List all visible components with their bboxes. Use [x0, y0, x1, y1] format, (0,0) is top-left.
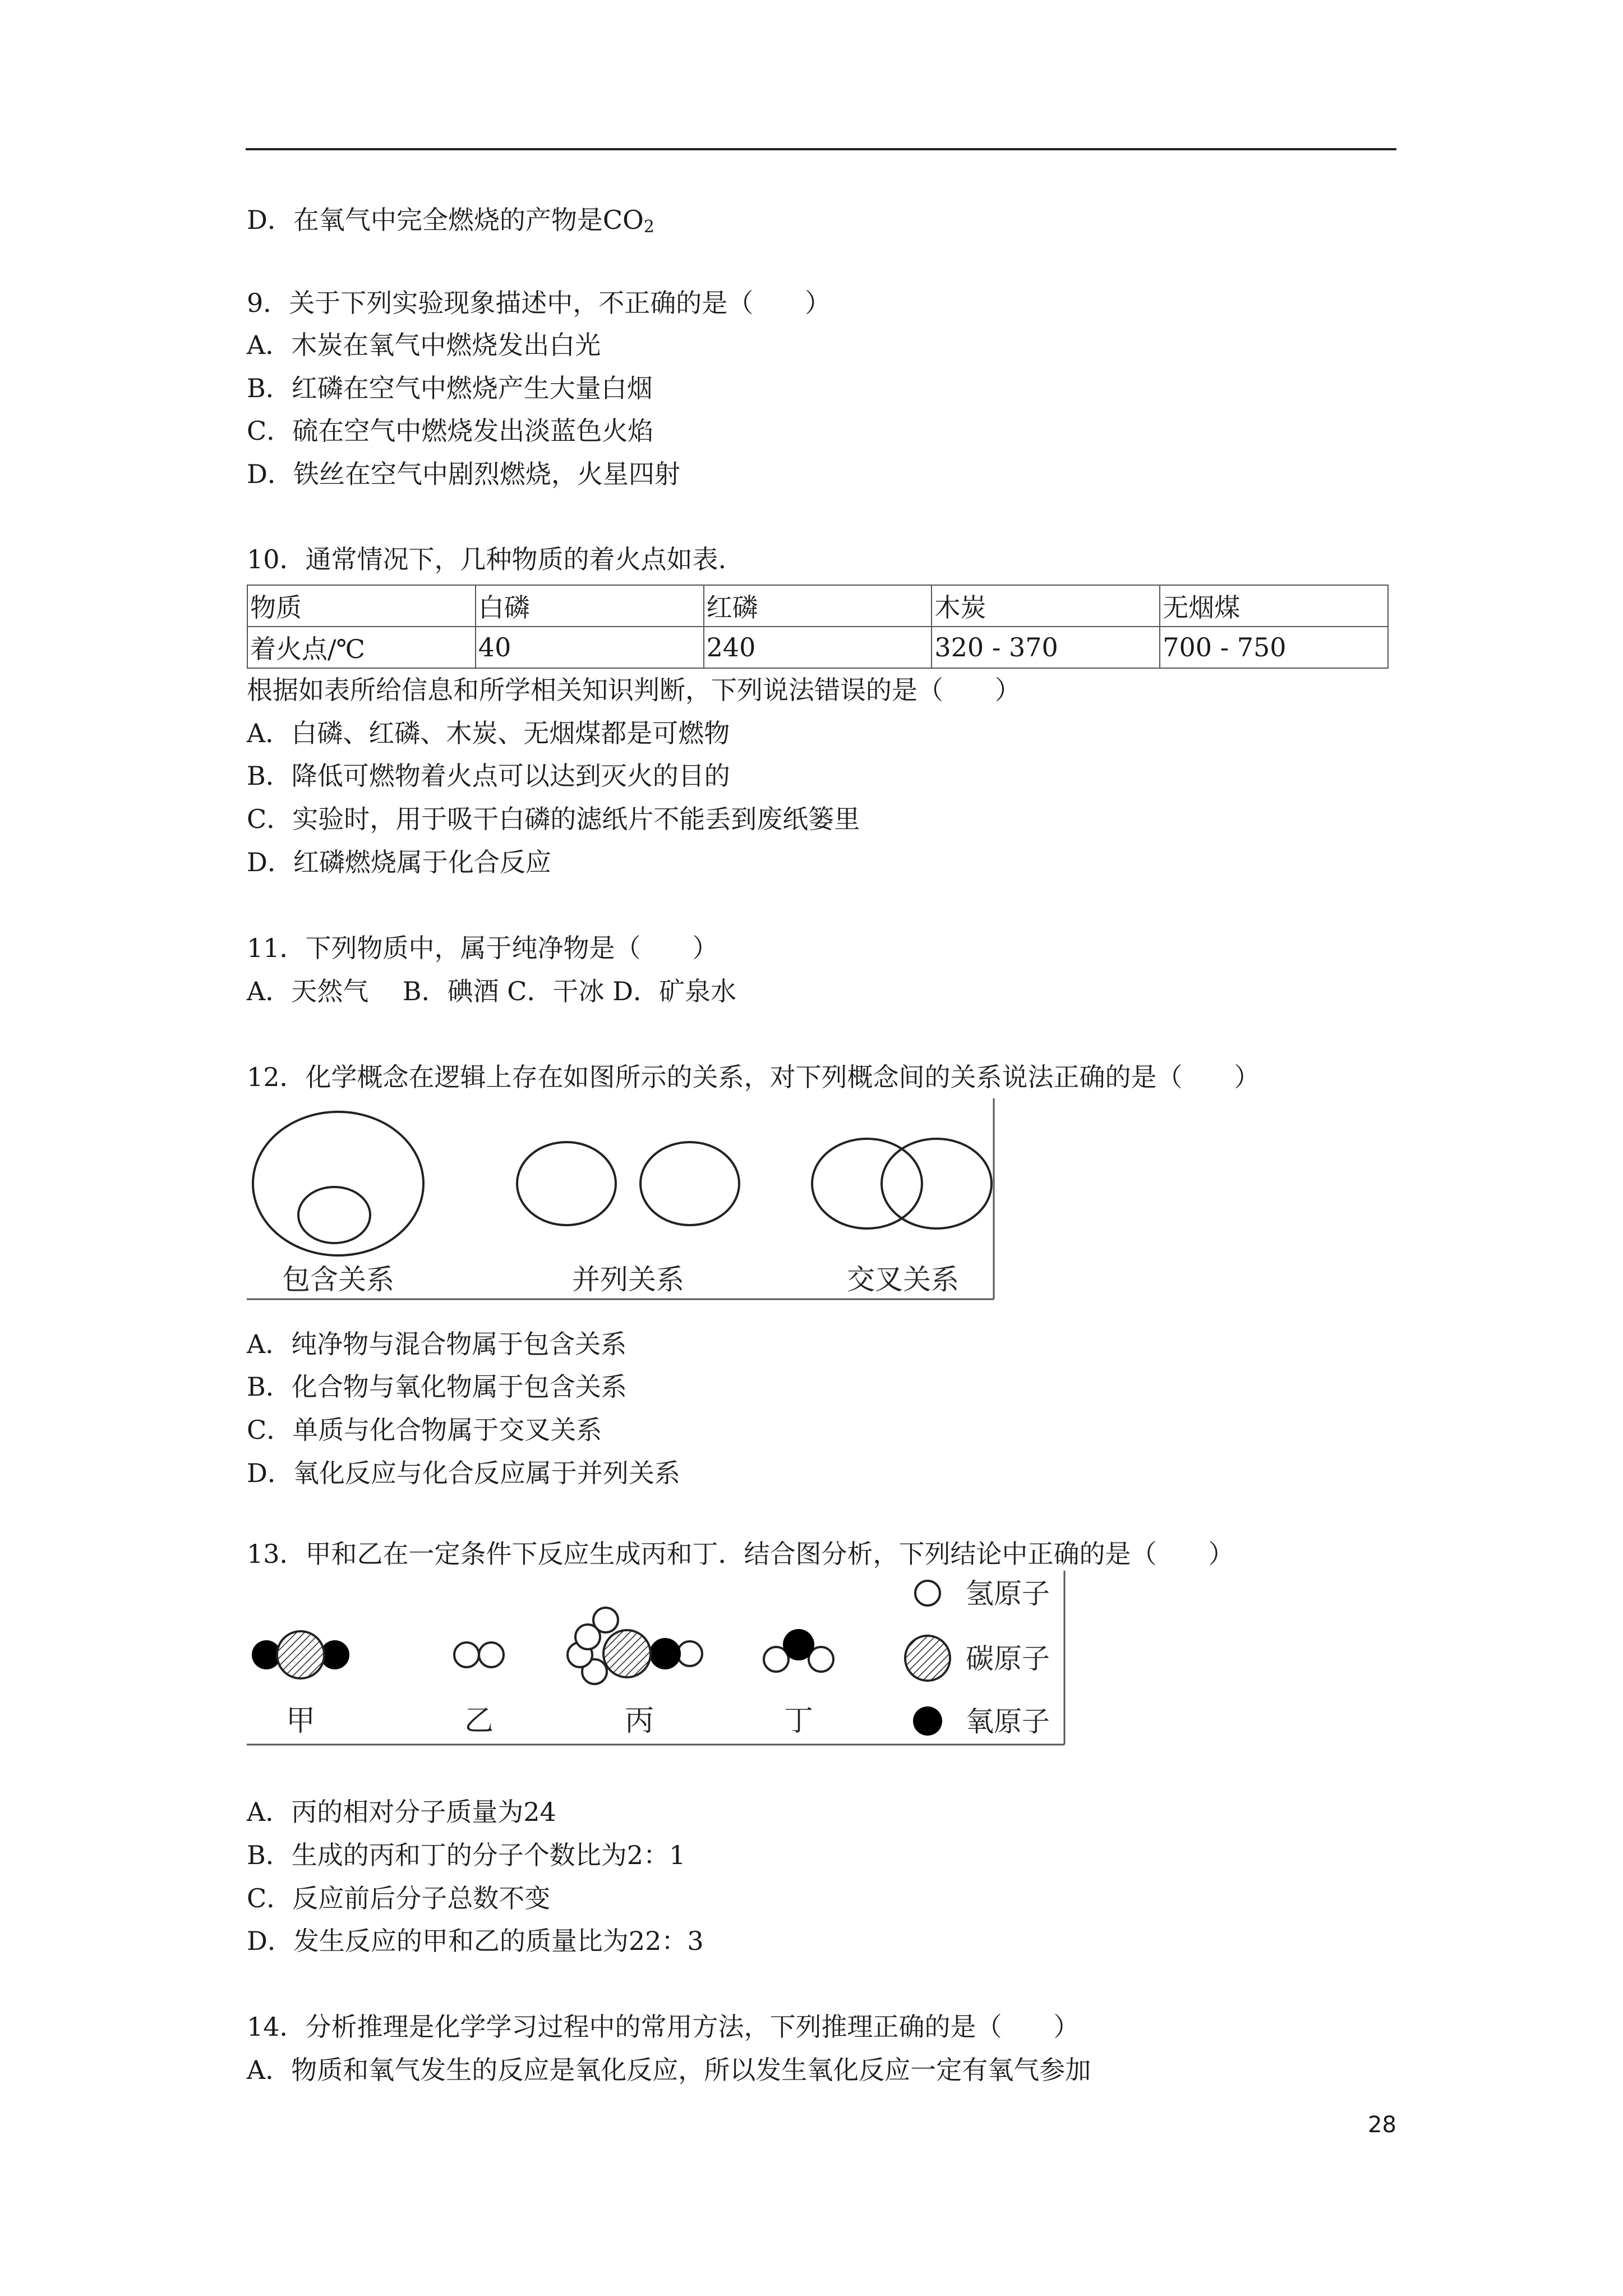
q10-question: 根据如表所给信息和所学相关知识判断，下列说法错误的是（ ） — [247, 675, 1021, 705]
q14-stem: 14．分析推理是化学学习过程中的常用方法，下列推理正确的是（ ） — [247, 2012, 1080, 2042]
label-bing: 丙 — [624, 1704, 654, 1738]
q13-option-a: A．丙的相对分子质量为24 — [247, 1797, 556, 1827]
table-cell: 700 - 750 — [1160, 627, 1388, 668]
q10-option-c: C．实验时，用于吸干白磷的滤纸片不能丢到废纸篓里 — [247, 804, 860, 834]
legend-oxygen: 氧原子 — [966, 1705, 1050, 1738]
legend — [905, 1577, 1050, 1738]
table-cell: 着火点/℃ — [247, 627, 476, 668]
q13-option-b: B．生成的丙和丁的分子个数比为2：1 — [247, 1840, 686, 1870]
q10-option-d: D．红磷燃烧属于化合反应 — [247, 847, 551, 877]
q10-stem: 10．通常情况下，几种物质的着火点如表. — [247, 544, 727, 574]
header-rule — [246, 148, 1396, 150]
q10-option-a: A．白磷、红磷、木炭、无烟煤都是可燃物 — [247, 718, 730, 748]
q13-option-c: C．反应前后分子总数不变 — [247, 1883, 551, 1913]
legend-hydrogen: 氢原子 — [966, 1577, 1050, 1610]
q12-option-b: B．化合物与氧化物属于包含关系 — [247, 1372, 627, 1402]
table-row — [247, 627, 1388, 668]
molecule-bing — [568, 1608, 702, 1684]
q9-option-d: D．铁丝在空气中剧烈燃烧，火星四射 — [247, 459, 680, 489]
oxygen-legend-icon — [913, 1706, 942, 1736]
intersection-label: 交叉关系 — [847, 1263, 959, 1296]
inclusion-diagram — [253, 1112, 423, 1255]
table-cell: 40 — [476, 627, 704, 668]
q9-option-b: B．红磷在空气中燃烧产生大量白烟 — [247, 373, 653, 403]
table-cell: 320 - 370 — [932, 627, 1160, 668]
q11-options: A．天然气 B．碘酒 C．干冰 D．矿泉水 — [247, 976, 736, 1006]
q12-option-c: C．单质与化合物属于交叉关系 — [247, 1415, 602, 1445]
q12-option-d: D．氧化反应与化合反应属于并列关系 — [247, 1458, 680, 1488]
parallel-diagram — [517, 1142, 739, 1225]
carbon-legend-icon — [905, 1636, 950, 1681]
q13-option-d: D．发生反应的甲和乙的质量比为22：3 — [247, 1926, 704, 1956]
q9-option-a: A．木炭在氧气中燃烧发出白光 — [247, 330, 601, 360]
q9-stem: 9．关于下列实验现象描述中，不正确的是（ ） — [247, 288, 831, 318]
table-cell: 木炭 — [932, 585, 1160, 627]
page-number: 28 — [1368, 2112, 1396, 2138]
q8-option-d: D．在氧气中完全燃烧的产物是$CO_2$ — [247, 205, 654, 237]
hydrogen-legend-icon — [915, 1581, 940, 1605]
molecule-yi — [454, 1642, 504, 1667]
table-cell: 物质 — [247, 585, 476, 627]
q11-stem: 11．下列物质中，属于纯净物是（ ） — [247, 933, 718, 963]
table-cell: 白磷 — [476, 585, 704, 627]
label-yi: 乙 — [464, 1704, 494, 1738]
q10-option-b: B．降低可燃物着火点可以达到灭火的目的 — [247, 761, 730, 791]
q12-stem: 12．化学概念在逻辑上存在如图所示的关系，对下列概念间的关系说法正确的是（ ） — [247, 1062, 1260, 1092]
ignition-point-table — [247, 585, 1389, 669]
q14-option-a: A．物质和氧气发生的反应是氧化反应，所以发生氧化反应一定有氧气参加 — [247, 2055, 1091, 2085]
q9-option-c: C．硫在空气中燃烧发出淡蓝色火焰 — [247, 416, 654, 446]
molecule-ding — [764, 1629, 833, 1672]
parallel-label: 并列关系 — [572, 1263, 684, 1296]
label-ding: 丁 — [783, 1704, 814, 1738]
q13-stem: 13．甲和乙在一定条件下反应生成丙和丁．结合图分析，下列结论中正确的是（ ） — [247, 1539, 1234, 1569]
table-cell: 无烟煤 — [1160, 585, 1388, 627]
table-cell: 240 — [704, 627, 932, 668]
label-jia: 甲 — [285, 1704, 316, 1738]
intersection-diagram — [812, 1139, 992, 1228]
inclusion-label: 包含关系 — [282, 1263, 394, 1296]
table-cell: 红磷 — [704, 585, 932, 627]
q12-option-a: A．纯净物与混合物属于包含关系 — [247, 1329, 627, 1359]
relationship-figure — [247, 1098, 998, 1303]
molecule-figure — [247, 1571, 1071, 1752]
table-header-row — [247, 585, 1388, 627]
legend-carbon: 碳原子 — [966, 1642, 1050, 1675]
molecule-jia — [252, 1631, 349, 1678]
